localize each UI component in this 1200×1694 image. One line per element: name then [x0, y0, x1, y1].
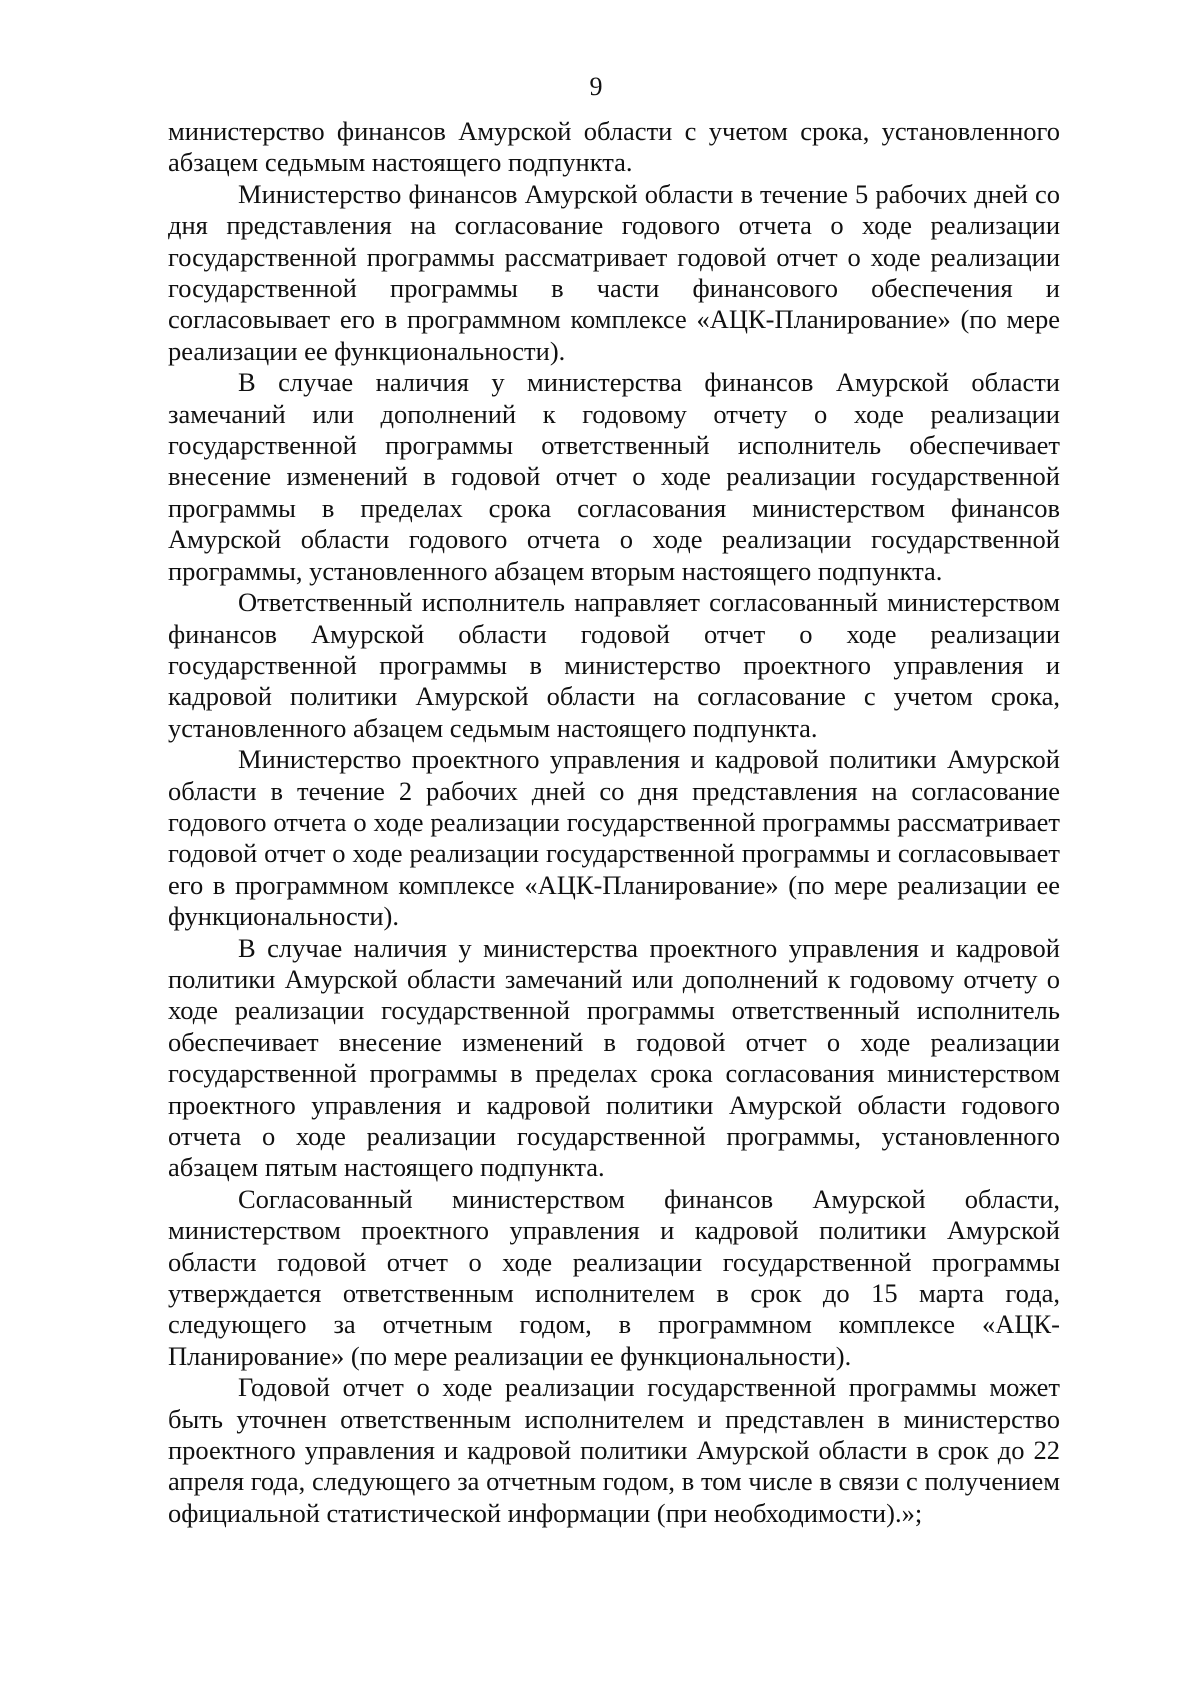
paragraph: Ответственный исполнитель направляет согласованный министерством финансов Амурской области годовой отчет о ходе реализации государственной программы в министерство проектного управления и кадровой политики Амурской области на согласование с учетом срока, установленного абзацем седьмым настоящего подпункта. [168, 587, 1060, 743]
document-body [168, 116, 1060, 1529]
paragraph: Министерство финансов Амурской области в течение 5 рабочих дней со дня представления на согласование годового отчета о ходе реализации государственной программы рассматривает годовой отчет о ходе реализации государственной программы в части финансового обеспечения и согласовывает его в программном комплексе «АЦК-Планирование» (по мере реализации ее функциональности). [168, 178, 1060, 366]
page-number: 9 [589, 72, 603, 101]
paragraph: В случае наличия у министерства проектного управления и кадровой политики Амурской области замечаний или дополнений к годовому отчету о ходе реализации государственной программы ответственный исполнитель обеспечивает внесение изменений в годовой отчет о ходе реализации государственной программы в пределах срока согласования министерством проектного управления и кадровой политики Амурской области годового отчета о ходе реализации государственной программы, установленного абзацем пятым настоящего подпункта. [168, 932, 1060, 1183]
paragraph: Министерство проектного управления и кадровой политики Амурской области в течение 2 рабочих дней со дня представления на согласование годового отчета о ходе реализации государственной программы рассматривает годовой отчет о ходе реализации государственной программы и согласовывает его в программном комплексе «АЦК-Планирование» (по мере реализации ее функциональности). [168, 744, 1060, 932]
paragraph-continuation: министерство финансов Амурской области с учетом срока, установленного абзацем седьмым настоящего подпункта. [168, 116, 1060, 178]
paragraph: В случае наличия у министерства финансов Амурской области замечаний или дополнений к годовому отчету о ходе реализации государственной программы ответственный исполнитель обеспечивает внесение изменений в годовой отчет о ходе реализации государственной программы в пределах срока согласования министерством финансов Амурской области годового отчета о ходе реализации государственной программы, установленного абзацем вторым настоящего подпункта. [168, 367, 1060, 586]
paragraph: Годовой отчет о ходе реализации государственной программы может быть уточнен ответственным исполнителем и представлен в министерство проектного управления и кадровой политики Амурской области в срок до 22 апреля года, следующего за отчетным годом, в том числе в связи с получением официальной статистической информации (при необходимости).»; [168, 1372, 1060, 1528]
paragraph: Согласованный министерством финансов Амурской области, министерством проектного управления и кадровой политики Амурской области годовой отчет о ходе реализации государственной программы утверждается ответственным исполнителем в срок до 15 марта года, следующего за отчетным годом, в программном комплексе «АЦК-Планирование» (по мере реализации ее функциональности). [168, 1183, 1060, 1371]
